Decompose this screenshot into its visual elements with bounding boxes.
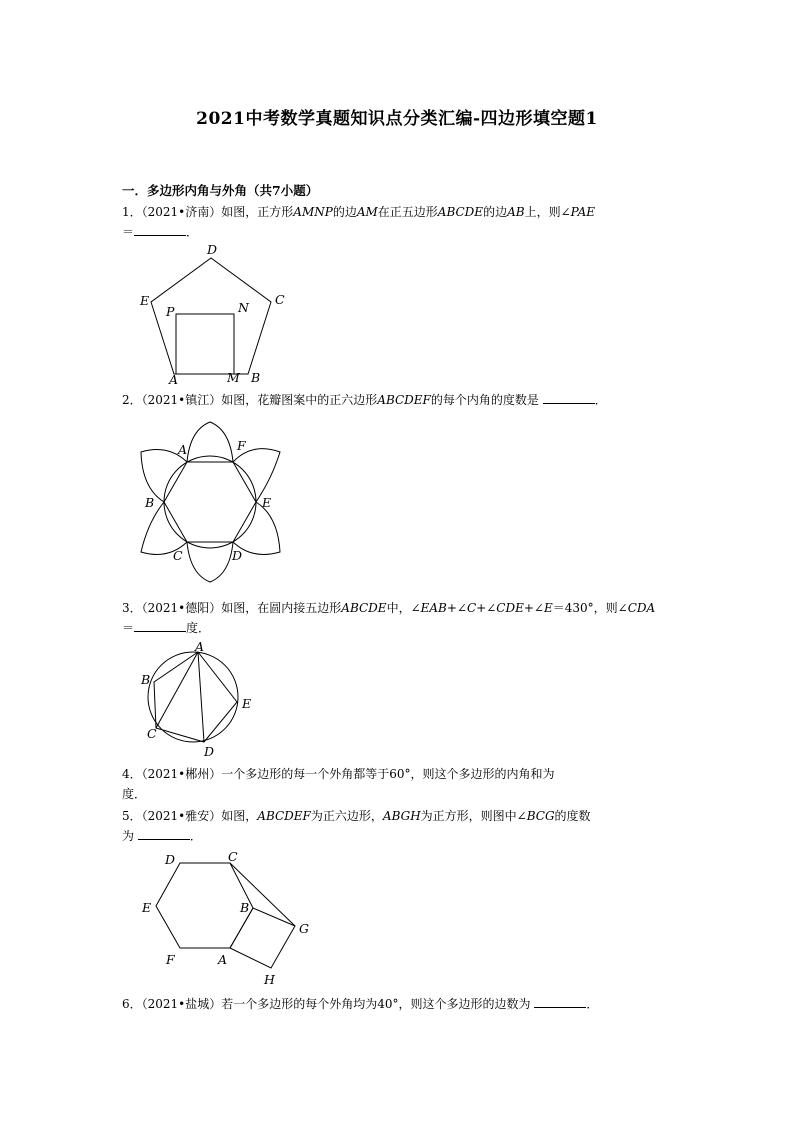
fig2-label-B: B — [145, 495, 155, 510]
hexagon-abcdef — [156, 863, 253, 948]
q5-text: 为正六边形， — [310, 809, 383, 823]
figure-5 — [138, 848, 318, 990]
q3-text: +∠ — [446, 601, 467, 615]
q4-end: 度． — [122, 787, 147, 801]
answer-blank-6[interactable] — [534, 995, 586, 1008]
fig1-label-C: C — [275, 292, 285, 307]
q3-var: CDA — [627, 601, 656, 615]
fig2-label-D: D — [232, 548, 243, 563]
q1-text: 如图，正方形 — [221, 205, 294, 219]
q5-var: ABCDEF — [257, 809, 311, 823]
fig3-label-E: E — [242, 696, 252, 711]
q6-end: ． — [586, 997, 599, 1011]
q3-end: 度． — [186, 621, 211, 635]
question-6 — [122, 994, 678, 1014]
center-circle — [164, 456, 256, 548]
square-amnp — [176, 314, 234, 374]
fig1-label-A: A — [169, 372, 179, 387]
circumcircle — [148, 652, 238, 742]
q6-number: 6． — [122, 997, 142, 1011]
fig5-label-D: D — [165, 852, 176, 867]
petal-top-right — [233, 449, 280, 502]
fig2-label-C: C — [173, 548, 183, 563]
answer-blank-5[interactable] — [138, 827, 190, 840]
q3-var: CDE — [496, 601, 524, 615]
fig5-label-G: G — [299, 921, 309, 936]
q2-text: 如图，花瓣图案中的正六边形 — [221, 393, 378, 407]
answer-blank-2[interactable] — [543, 391, 595, 404]
q3-text: +∠ — [523, 601, 544, 615]
q2-var: ABCDEF — [377, 393, 431, 407]
figure-2 — [140, 418, 285, 586]
q3-var: ABCDE — [341, 601, 387, 615]
q5-text: 为正方形，则图中∠ — [420, 809, 527, 823]
fig5-label-E: E — [142, 900, 152, 915]
q2-number: 2． — [122, 393, 142, 407]
question-3 — [122, 598, 678, 638]
q4-number: 4． — [122, 767, 142, 781]
q3-number: 3． — [122, 601, 142, 615]
q1-number: 1． — [122, 205, 142, 219]
q3-source: （2021•德阳） — [141, 601, 222, 615]
q1-source: （2021•济南） — [141, 205, 222, 219]
fig5-label-F: F — [166, 952, 175, 967]
fig1-label-B: B — [251, 370, 261, 385]
q1-text: 的边 — [332, 205, 357, 219]
figure-3 — [138, 640, 258, 760]
fig2-label-A: A — [178, 442, 188, 457]
q2-end: ． — [594, 393, 607, 407]
fig5-label-C: C — [228, 849, 238, 864]
question-1 — [122, 202, 678, 242]
q3-text: 如图，在圆内接五边形 — [221, 601, 342, 615]
q5-var: ABGH — [382, 809, 421, 823]
answer-blank-3[interactable] — [134, 619, 186, 632]
hexagon-abcdef — [164, 462, 256, 542]
q3-text: 中，∠ — [386, 601, 421, 615]
fig5-label-B: B — [240, 900, 250, 915]
q1-text: 在正五边形 — [377, 205, 438, 219]
diagonal-ac — [156, 652, 198, 728]
question-2 — [122, 390, 678, 410]
fig3-label-D: D — [204, 744, 215, 759]
q2-text: 的每个内角的度数是 — [430, 393, 539, 407]
q5-number: 5． — [122, 809, 142, 823]
fig3-label-A: A — [195, 639, 205, 654]
petal-bottom-right — [233, 502, 280, 554]
page-title: 2021中考数学真题知识点分类汇编-四边形填空题1 — [196, 109, 598, 129]
fig5-label-A: A — [218, 952, 228, 967]
q1-text: 上，则∠ — [524, 205, 571, 219]
q3-var: E — [543, 601, 553, 615]
q3-text: ＝430°，则∠ — [552, 601, 628, 615]
question-5 — [122, 806, 678, 846]
q1-var: PAE — [570, 205, 596, 219]
fig1-label-P: P — [166, 304, 175, 319]
q4-text: 一个多边形的每一个外角都等于60°，则这个多边形的内角和为 — [221, 767, 555, 781]
section-heading: 一．多边形内角与外角（共7小题） — [122, 183, 319, 198]
q1-end: ． — [186, 225, 199, 239]
question-4 — [122, 764, 678, 804]
fig3-label-B: B — [141, 672, 151, 687]
q1-var: AMNP — [293, 205, 333, 219]
q3-var: C — [466, 601, 477, 615]
q4-source: （2021•郴州） — [141, 767, 222, 781]
q6-source: （2021•盐城） — [141, 997, 222, 1011]
q5-var: BCG — [526, 809, 555, 823]
q6-text: 若一个多边形的每个外角均为40°，则这个多边形的边数为 — [221, 997, 531, 1011]
q1-var: AB — [507, 205, 525, 219]
segment-cg — [230, 863, 295, 926]
q5-text: 如图， — [221, 809, 258, 823]
q1-var: ABCDE — [437, 205, 484, 219]
q1-equals: ＝ — [122, 225, 135, 239]
q3-equals: ＝ — [122, 621, 135, 635]
q2-source: （2021•镇江） — [141, 393, 222, 407]
q5-prefix: 为 — [122, 829, 135, 843]
q5-text: 的度数 — [554, 809, 591, 823]
fig3-label-C: C — [147, 726, 157, 741]
q5-source: （2021•雅安） — [141, 809, 222, 823]
fig2-label-F: F — [237, 438, 246, 453]
q3-var: EAB — [420, 601, 447, 615]
diagonal-ad — [198, 652, 204, 742]
fig1-label-M: M — [227, 370, 240, 385]
q1-text: 的边 — [483, 205, 508, 219]
figure-1 — [136, 242, 296, 387]
fig1-label-E: E — [140, 293, 150, 308]
answer-blank-1[interactable] — [134, 223, 186, 236]
fig5-label-H: H — [264, 972, 275, 987]
fig2-label-E: E — [262, 495, 272, 510]
fig1-label-D: D — [207, 242, 218, 257]
q5-end: ． — [189, 829, 202, 843]
q3-text: +∠ — [476, 601, 497, 615]
fig1-label-N: N — [238, 300, 249, 315]
q1-var: AM — [356, 205, 378, 219]
